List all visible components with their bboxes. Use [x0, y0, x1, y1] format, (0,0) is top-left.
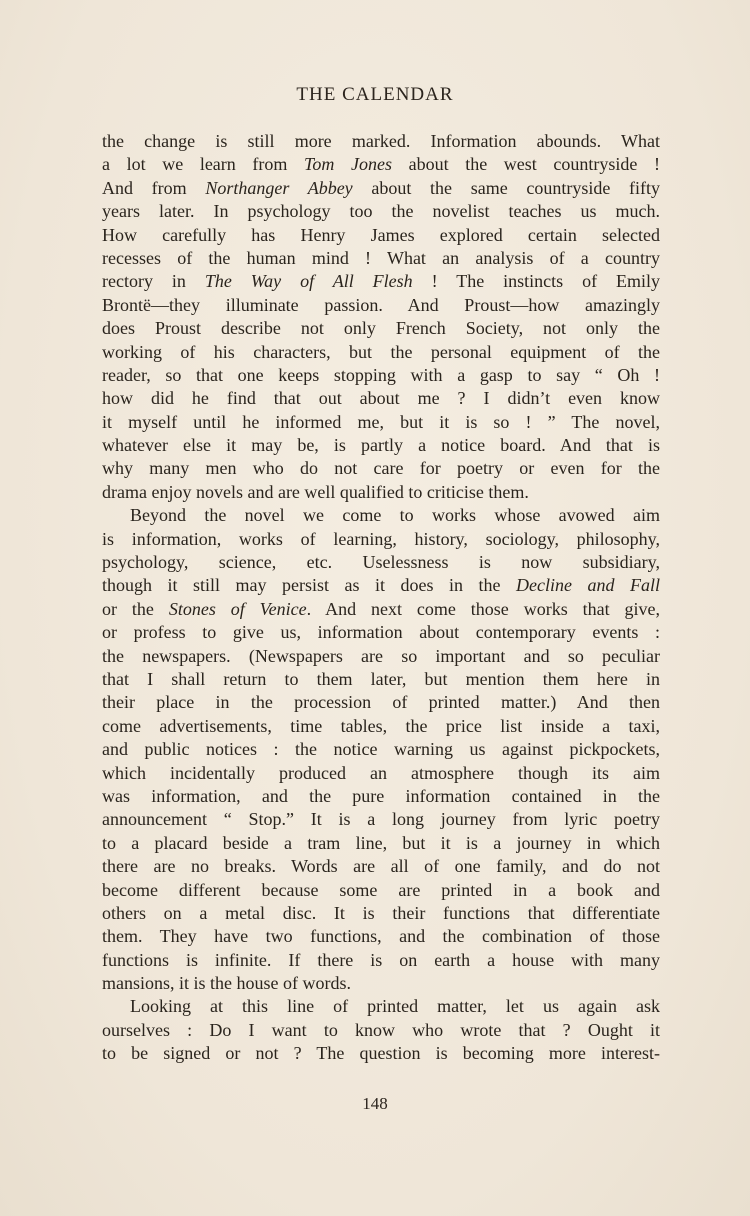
text-line: to a placard beside a tram line, but it is a journey in which: [102, 832, 660, 853]
text-line: Looking at this line of printed matter, let us again ask: [130, 996, 660, 1017]
text-line: why many men who do not care for poetry or even for the: [102, 458, 660, 479]
text-line: others on a metal disc. It is their functions that differentiate: [102, 902, 660, 923]
text-line: [102, 598, 660, 621]
body-text: [102, 130, 660, 1066]
italic-title: Tom Jones: [304, 154, 392, 175]
text-segment: though it still may persist as it does in the: [102, 575, 517, 596]
text-line: and public notices : the notice warning us against pickpockets,: [102, 739, 660, 760]
text-line: how did he find that out about me ? I didn’t even know: [102, 388, 660, 409]
italic-title: Decline and Fall: [516, 575, 661, 596]
italic-title: Northanger Abbey: [205, 177, 353, 198]
page-number: 148: [362, 1094, 388, 1113]
text-line: working of his characters, but the personal equipment of the: [102, 341, 660, 362]
text-segment: . And next come those works that give,: [306, 598, 661, 619]
text-line: [102, 177, 660, 200]
text-line: it myself until he informed me, but it is so ! ” The novel,: [102, 411, 660, 432]
text-segment: or the: [102, 598, 169, 619]
text-line: the newspapers. (Newspapers are so important and so peculiar: [102, 645, 660, 666]
text-line: which incidentally produced an atmosphere though its aim: [102, 762, 660, 783]
text-segment: ! The instincts of Emily: [412, 271, 661, 292]
text-line: recesses of the human mind ! What an analysis of a country: [102, 247, 660, 268]
text-segment: about the west countryside !: [391, 154, 661, 175]
text-line: mansions, it is the house of words.: [102, 973, 351, 994]
text-segment: rectory in: [102, 271, 205, 292]
italic-title: Stones of Venice: [168, 598, 307, 619]
text-line: there are no breaks. Words are all of one family, and do not: [102, 856, 660, 877]
text-line: reader, so that one keeps stopping with a gasp to say “ Oh !: [102, 364, 660, 385]
text-line: years later. In psychology too the novelist teaches us much.: [102, 201, 660, 222]
text-line: whatever else it may be, is partly a notice board. And that is: [102, 435, 660, 456]
text-line: functions is infinite. If there is on earth a house with many: [102, 949, 660, 970]
italic-title: The Way of All Flesh: [204, 271, 413, 292]
text-line: to be signed or not ? The question is becoming more interest-: [102, 1043, 660, 1064]
text-line: announcement “ Stop.” It is a long journey from lyric poetry: [102, 809, 660, 830]
text-line: them. They have two functions, and the combination of those: [102, 926, 660, 947]
text-line: ourselves : Do I want to know who wrote that ? Ought it: [102, 1019, 660, 1040]
text-line: [102, 270, 660, 293]
text-segment: about the same countryside fifty: [352, 177, 661, 198]
text-line: that I shall return to them later, but mention them here in: [102, 668, 660, 689]
text-line: is information, works of learning, history, sociology, philosophy,: [102, 528, 660, 549]
text-line: become different because some are printed in a book and: [102, 879, 660, 900]
text-line: does Proust describe not only French Society, not only the: [102, 318, 660, 339]
text-line: the change is still more marked. Information abounds. What: [102, 131, 660, 151]
text-line: psychology, science, etc. Uselessness is now subsidiary,: [102, 552, 660, 573]
text-line: [102, 153, 660, 176]
text-line: Brontë—they illuminate passion. And Proust—how amazingly: [102, 294, 660, 315]
text-line: was information, and the pure information contained in the: [102, 785, 660, 806]
text-line: How carefully has Henry James explored certain selected: [102, 224, 660, 245]
text-line: come advertisements, time tables, the price list inside a taxi,: [102, 715, 660, 736]
text-line: drama enjoy novels and are well qualified to criticise them.: [102, 481, 529, 502]
text-line: [102, 574, 660, 597]
running-header: THE CALENDAR: [296, 84, 454, 105]
text-line: or profess to give us, information about contemporary events :: [102, 622, 660, 643]
text-segment: a lot we learn from: [102, 154, 305, 175]
text-line: Beyond the novel we come to works whose avowed aim: [130, 505, 660, 526]
text-segment: And from: [102, 177, 206, 198]
text-line: their place in the procession of printed matter.) And then: [102, 692, 660, 713]
